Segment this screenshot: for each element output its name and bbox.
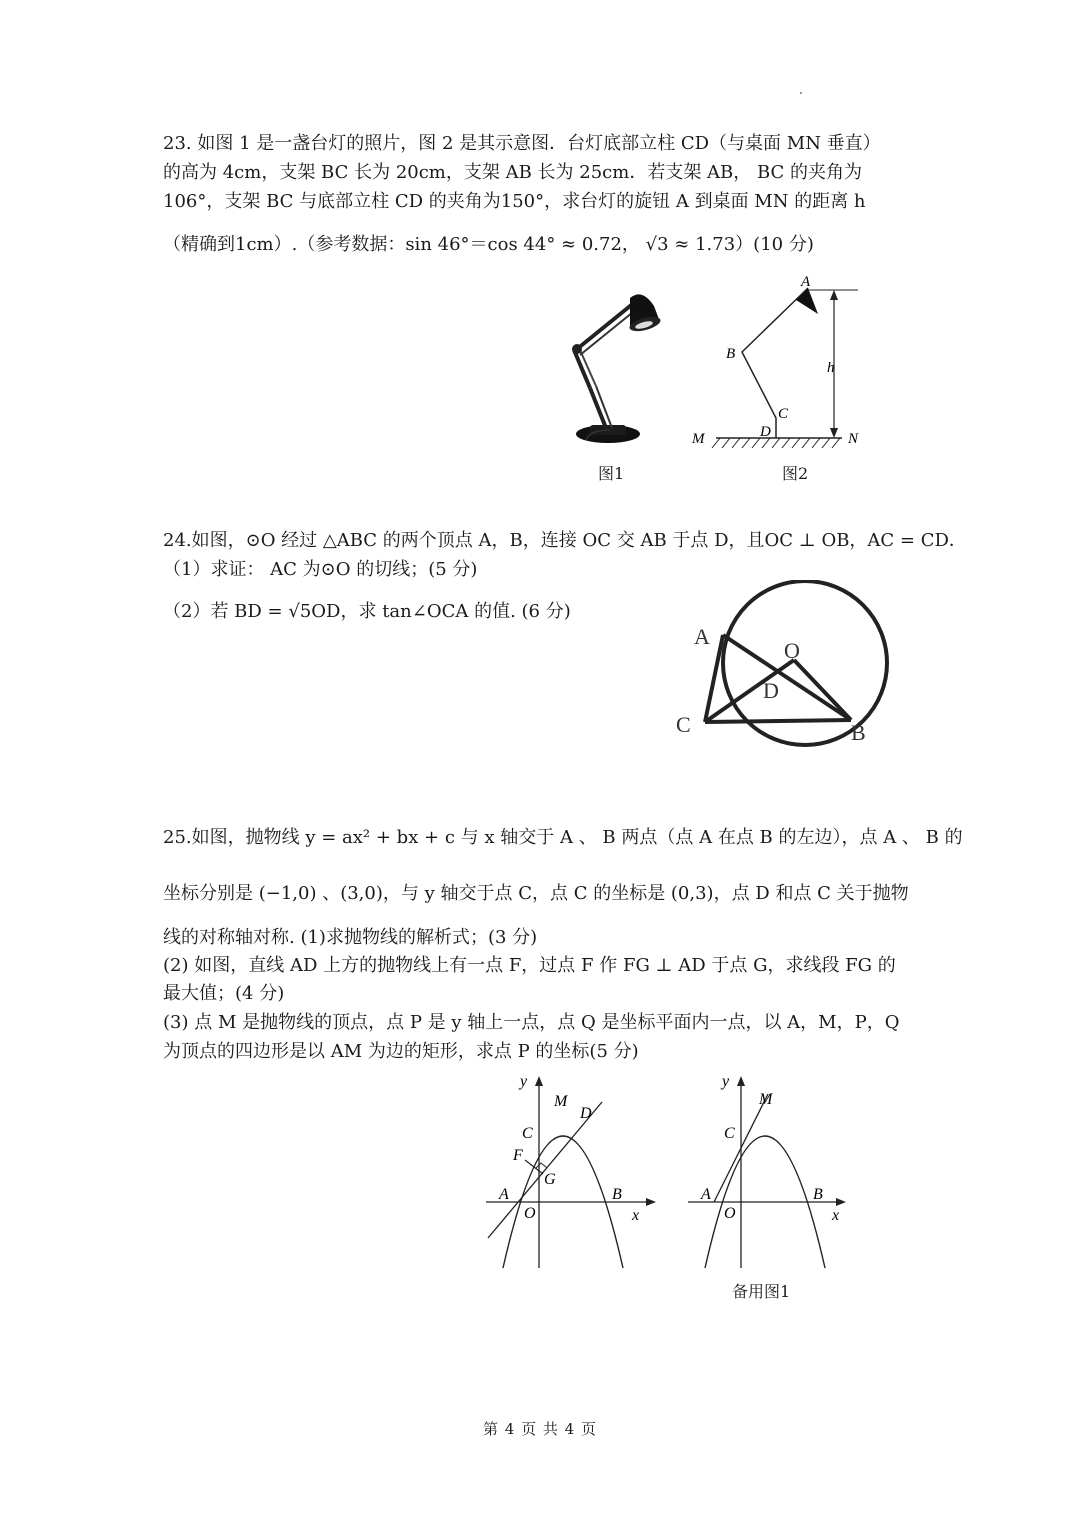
q25-line-5: 最大值；(4 分) bbox=[163, 983, 285, 1004]
scan-speck bbox=[800, 92, 802, 94]
fig1-caption: 图1 bbox=[598, 464, 625, 483]
q25-line-3: 线的对称轴对称. (1)求抛物线的解析式；(3 分) bbox=[163, 927, 538, 948]
origin-O-label: O bbox=[724, 1205, 736, 1222]
parabola-figure-backup bbox=[682, 1068, 862, 1273]
point-B-label: B bbox=[726, 346, 736, 362]
q23-line-2: 的高为 4cm，支架 BC 长为 20cm，支架 AB 长为 25cm．若支架 AB， BC 的夹角为 bbox=[163, 162, 863, 183]
height-h-label: h bbox=[827, 360, 835, 376]
q25-line-6: (3) 点 M 是抛物线的顶点，点 P 是 y 轴上一点，点 Q 是坐标平面内一点，以 A，M，P，Q bbox=[163, 1012, 900, 1033]
point-O-label: O bbox=[784, 638, 800, 663]
q25-line-1: 25.如图，抛物线 y = ax² + bx + c 与 x 轴交于 A 、 B 两点（点 A 在点 B 的左边），点 A 、 B 的 bbox=[163, 827, 963, 848]
point-D-label: D bbox=[580, 1105, 592, 1122]
q23-line-4: （精确到1cm）.（参考数据：sin 46°＝cos 44° ≈ 0.72， √3 ≈ 1.73）(10 分) bbox=[163, 234, 814, 255]
point-D-label: D bbox=[760, 424, 771, 440]
lamp-schematic bbox=[680, 268, 870, 458]
desk-lamp-photo bbox=[550, 280, 680, 450]
q24-line-3: （2）若 BD = √5OD，求 tan∠OCA 的值. (6 分) bbox=[163, 601, 571, 622]
x-axis-label: x bbox=[632, 1207, 640, 1224]
point-B-label: B bbox=[851, 720, 866, 745]
circle-triangle-figure bbox=[670, 580, 900, 760]
point-A-label: A bbox=[801, 274, 811, 290]
point-B-label: B bbox=[813, 1186, 823, 1203]
fig2-caption: 图2 bbox=[782, 464, 809, 483]
point-G-label: G bbox=[544, 1171, 556, 1188]
point-C-label: C bbox=[676, 712, 691, 737]
parabola-figure-main bbox=[480, 1068, 660, 1273]
point-A-label: A bbox=[499, 1186, 509, 1203]
point-C-label: C bbox=[778, 406, 789, 422]
page-footer: 第 4 页 共 4 页 bbox=[483, 1420, 597, 1438]
origin-O-label: O bbox=[524, 1205, 536, 1222]
y-axis-label: y bbox=[722, 1073, 730, 1090]
q25-line-4: (2) 如图，直线 AD 上方的抛物线上有一点 F，过点 F 作 FG ⊥ AD 于点 G，求线段 FG 的 bbox=[163, 955, 896, 976]
q23-line-1: 23. 如图 1 是一盏台灯的照片，图 2 是其示意图．台灯底部立柱 CD（与桌面 MN 垂直） bbox=[163, 133, 881, 154]
q25-line-7: 为顶点的四边形是以 AM 为边的矩形，求点 P 的坐标(5 分) bbox=[163, 1041, 639, 1062]
point-C-label: C bbox=[724, 1125, 735, 1142]
vertex-M-label: M bbox=[759, 1091, 773, 1108]
backup-figure-caption: 备用图1 bbox=[732, 1282, 791, 1301]
point-F-label: F bbox=[513, 1147, 523, 1164]
q25-line-2: 坐标分别是 (−1,0) 、(3,0)，与 y 轴交于点 C，点 C 的坐标是 (0,3)，点 D 和点 C 关于抛物 bbox=[163, 883, 909, 904]
point-D-label: D bbox=[763, 678, 779, 703]
q24-line-1: 24.如图，⊙O 经过 △ABC 的两个顶点 A，B，连接 OC 交 AB 于点 D，且OC ⊥ OB，AC = CD． bbox=[163, 530, 967, 551]
vertex-M-label: M bbox=[554, 1093, 568, 1110]
q24-line-2: （1）求证： AC 为⊙O 的切线；(5 分) bbox=[163, 559, 478, 580]
q23-line-3: 106°，支架 BC 与底部立柱 CD 的夹角为150°，求台灯的旋钮 A 到桌面 MN 的距离 h bbox=[163, 191, 866, 212]
point-A-label: A bbox=[701, 1186, 711, 1203]
y-axis-label: y bbox=[520, 1073, 528, 1090]
point-A-label: A bbox=[694, 624, 710, 649]
point-N-label: N bbox=[848, 431, 859, 447]
point-M-label: M bbox=[692, 431, 705, 447]
point-C-label: C bbox=[522, 1125, 533, 1142]
point-B-label: B bbox=[612, 1186, 622, 1203]
x-axis-label: x bbox=[832, 1207, 840, 1224]
